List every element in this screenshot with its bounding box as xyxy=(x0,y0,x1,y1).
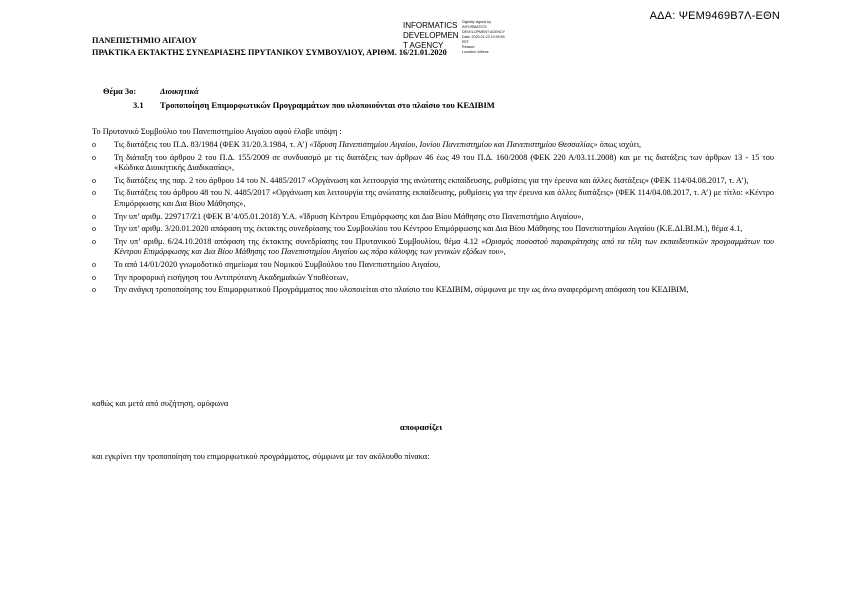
signature-line: EET xyxy=(462,40,469,44)
list-item: o Τις διατάξεις του Π.Δ. 83/1984 (ΦΕΚ 31/20.3.1984, τ. Α’) «Ίδρυση Πανεπιστημίου Αιγαίου, Ιονίου Πανεπιστημίου και Πανεπιστημίου Θεσσαλίας» όπως ισχύει, xyxy=(92,140,642,149)
minutes-title: ΠΡΑΚΤΙΚΑ ΕΚΤΑΚΤΗΣ ΣΥΝΕΔΡΙΑΣΗΣ ΠΡΥΤΑΝΙΚΟΥ ΣΥΜΒΟΥΛΙΟΥ, ΑΡΙΘΜ. 16/21.01.2020 xyxy=(92,48,447,57)
list-item: o Την υπ’ αριθμ. 3/20.01.2020 απόφαση της έκτακτης συνεδρίασης του Συμβουλίου του Κέντρου Επιμόρφωσης και Δια Βίου Μάθησης του Πανεπιστημίου Αιγαίου (Κ.Ε.ΔΙ.ΒΙ.Μ.), θέμα 4.1, xyxy=(92,224,743,234)
list-item: o Το από 14/01/2020 γνωμοδοτικό σημείωμα του Νομικού Συμβούλου του Πανεπιστημίου Αιγαίου, xyxy=(92,259,441,269)
list-item: o Την υπ’ αριθμ. 6/24.10.2018 απόφαση της έκτακτης συνεδρίασης του Πρυτανικού Συμβουλίου, θέμα 4.12 «Ορισμός ποσοστού παρακράτησης από τα τέλη των εκπαιδευτικών προγραμμάτων του Κέντρου Επιμόρφωσης και Δια Βίου Μάθησης του Πανεπιστημίου Αιγαίου ως πόρο κάλυψης των γενικών εξόδων του», xyxy=(92,236,774,257)
bullet-icon: o xyxy=(92,259,96,269)
topic-label: Θέμα 3ο: xyxy=(103,86,137,96)
stamp-line: INFORMATICS xyxy=(403,21,458,30)
list-item: o Τη διάταξη του άρθρου 2 του Π.Δ. 155/2009 σε συνδυασμό με τις διατάξεις των άρθρων 46 έως 49 του Π.Δ. 160/2008 (ΦΕΚ 220 Α/03.11.2008) και με τις διατάξεις των άρθρων 13 - 15 του «Κώδικα Διοικητικής Διαδικασίας», xyxy=(92,152,774,173)
signature-line: Date: 2020.01.23 10:59:59 xyxy=(462,35,505,39)
bullet-icon: o xyxy=(92,152,96,162)
stamp-line: T AGENCY xyxy=(403,41,444,50)
bullet-icon: o xyxy=(92,188,96,198)
signature-line: INFORMATICS xyxy=(462,25,487,29)
signature-line: Location: Athens xyxy=(462,50,489,54)
ada-code: ΑΔΑ: ΨΕΜ9469Β7Λ-ΕΘΝ xyxy=(649,10,780,22)
stamp-line: DEVELOPMEN xyxy=(403,31,459,40)
signature-line: Digitally signed by xyxy=(462,20,491,24)
institution-name: ΠΑΝΕΠΙΣΤΗΜΙΟ ΑΙΓΑΙΟΥ xyxy=(92,36,198,45)
topic-title: Διοικητικά xyxy=(160,86,199,96)
bullet-icon: o xyxy=(92,211,96,221)
list-item: o Την προφορική εισήγηση του Αντιπρύτανη Ακαδημαϊκών Υποθέσεων, xyxy=(92,272,349,282)
digital-signature-stamp xyxy=(403,21,459,51)
final-text: και εγκρίνει την τροποποίηση του επιμορφωτικού προγράμματος, σύμφωνα με τον ακόλουθο πίνακα: xyxy=(92,452,430,461)
intro-text: Το Πρυτανικό Συμβούλιο του Πανεπιστημίου Αιγαίου αφού έλαβε υπόψη : xyxy=(92,127,342,136)
list-item: o Τις διατάξεις της παρ. 2 του άρθρου 14 του Ν. 4485/2017 «Οργάνωση και λειτουργία της ανώτατης εκπαίδευσης, ρυθμίσεις για την έρευνα και άλλες διατάξεις» (ΦΕΚ 114/04.08.2017, τ. Α’), xyxy=(92,175,749,185)
list-item: o Τις διατάξεις του άρθρου 48 του Ν. 4485/2017 «Οργάνωση και λειτουργία της ανώτατης εκπαίδευσης, ρυθμίσεις για την έρευνα και άλλες διατάξεις» (ΦΕΚ 114/04.08.2017, τ. Α’) με τίτλο: «Κέντρο Επιμόρφωσης και Δια Βίου Μάθησης», xyxy=(92,188,774,208)
bullet-icon: o xyxy=(92,285,96,295)
closing-text: καθώς και μετά από συζήτηση, ομόφωνα xyxy=(92,399,229,408)
bullet-icon: o xyxy=(92,140,96,149)
list-item: o Την υπ’ αριθμ. 229717/Ζ1 (ΦΕΚ Β’4/05.01.2018) Υ.Α. «Ίδρυση Κέντρου Επιμόρφωσης και Δια Βίου Μάθησης στο Πανεπιστήμιο Αιγαίου», xyxy=(92,211,584,221)
subtopic-number: 3.1 xyxy=(133,100,144,110)
considerations-list xyxy=(92,140,774,298)
list-item: o Την ανάγκη τροποποίησης του Επιμορφωτικού Προγράμματος που υλοποιείται στο πλαίσιο του ΚΕΔΙΒΙΜ, σύμφωνα με την ως άνω αναφερόμενη απόφαση του ΚΕΔΙΒΙΜ, xyxy=(92,285,689,295)
bullet-icon: o xyxy=(92,236,96,246)
signature-line: DEVELOPMENT AGENCY xyxy=(462,30,506,34)
bullet-icon: o xyxy=(92,175,96,185)
signature-line: Reason: xyxy=(462,45,476,49)
digital-signature-details xyxy=(462,20,505,55)
subtopic-title: Τροποποίηση Επιμορφωτικών Προγραμμάτων που υλοποιούνται στο πλαίσιο του ΚΕΔΙΒΙΜ xyxy=(160,100,495,110)
bullet-icon: o xyxy=(92,272,96,282)
decision-heading: αποφασίζει xyxy=(399,422,443,432)
bullet-icon: o xyxy=(92,224,96,234)
